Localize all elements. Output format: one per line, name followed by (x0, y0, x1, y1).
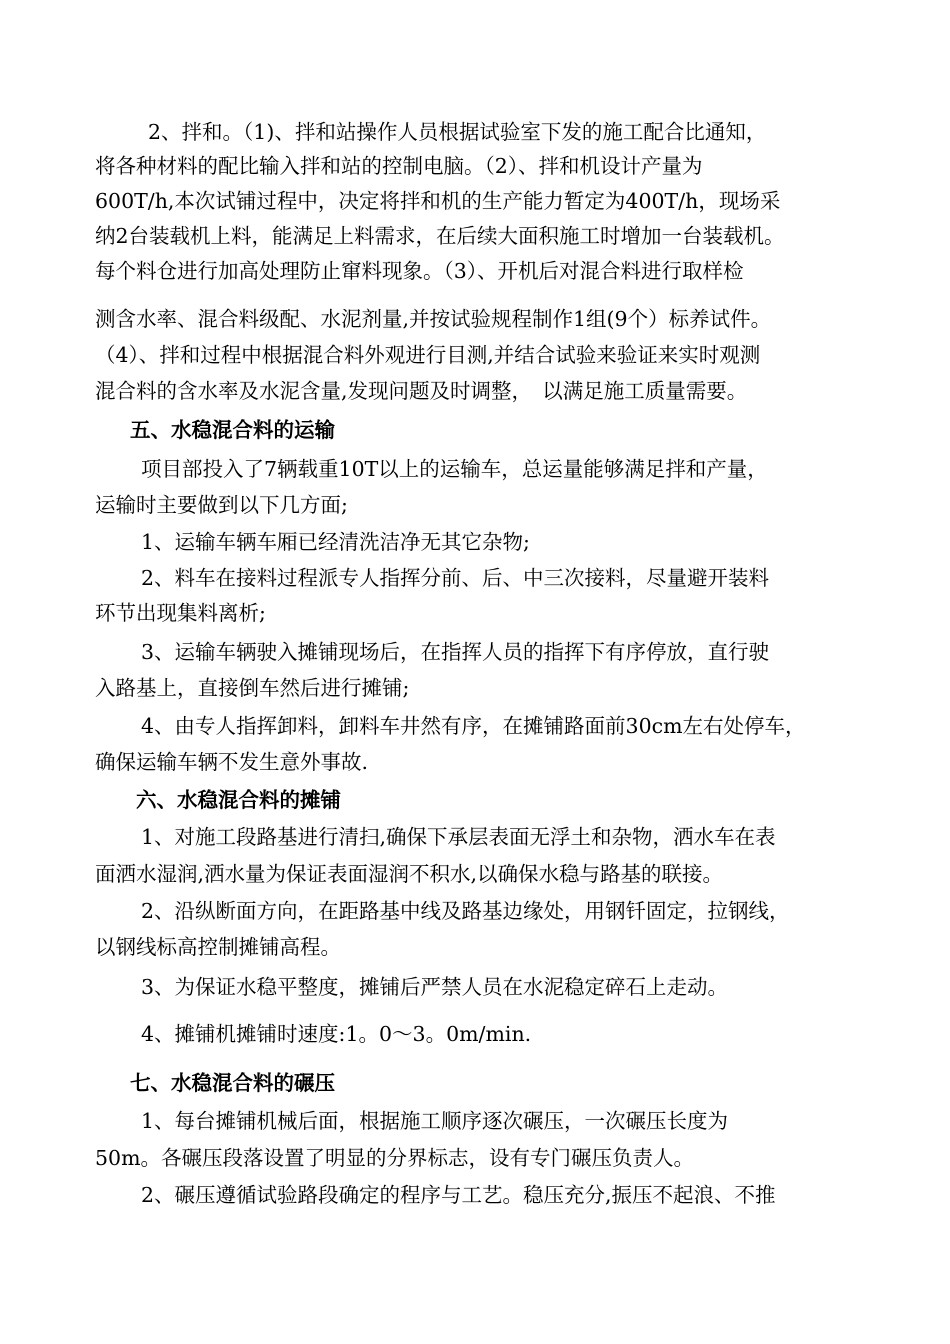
section-heading: 七、水稳混合料的碾压 (130, 1071, 335, 1095)
paragraph-line: 将各种材料的配比输入拌和站的控制电脑。（2）、拌和机设计产量为 (95, 154, 703, 178)
paragraph-line: 4、由专人指挥卸料，卸料车井然有序，在摊铺路面前30cm左右处停车， (141, 714, 806, 738)
paragraph-line: 4、摊铺机摊铺时速度:1。0～3。0m/min. (141, 1022, 532, 1046)
paragraph-line: 50m。各碾压段落设置了明显的分界标志，设有专门碾压负责人。 (95, 1146, 695, 1170)
paragraph-line: 测含水率、混合料级配、水泥剂量,并按试验规程制作1组(9个）标养试件。 (95, 307, 772, 331)
paragraph-line: 面洒水湿润,洒水量为保证表面湿润不积水,以确保水稳与路基的联接。 (95, 862, 724, 886)
paragraph-line: 1、对施工段路基进行清扫,确保下承层表面无浮土和杂物，洒水车在表 (141, 825, 776, 849)
paragraph-line: 2、拌和。（1)、拌和站操作人员根据试验室下发的施工配合比通知， (148, 120, 767, 144)
paragraph-line: 600T/h,本次试铺过程中，决定将拌和机的生产能力暂定为400T/h，现场采 (95, 189, 781, 213)
paragraph-line: 2、料车在接料过程派专人指挥分前、后、中三次接料，尽量避开装料 (141, 566, 770, 590)
paragraph-line: 项目部投入了7辆载重10T以上的运输车，总运量能够满足拌和产量， (141, 457, 768, 481)
paragraph-line: 确保运输车辆不发生意外事故. (95, 750, 369, 774)
paragraph-line: 入路基上，直接倒车然后进行摊铺; (95, 676, 410, 700)
section-heading: 五、水稳混合料的运输 (130, 418, 335, 442)
paragraph-line: 1、运输车辆车厢已经清洗洁净无其它杂物; (141, 530, 530, 554)
paragraph-line: 3、运输车辆驶入摊铺现场后，在指挥人员的指挥下有序停放，直行驶 (141, 640, 770, 664)
paragraph-line: 混合料的含水率及水泥含量,发现问题及时调整， 以满足施工质量需要。 (95, 379, 748, 403)
section-heading: 六、水稳混合料的摊铺 (136, 788, 341, 812)
paragraph-line: 每个料仓进行加高处理防止窜料现象。（3）、开机后对混合料进行取样检 (95, 259, 744, 283)
paragraph-line: 2、沿纵断面方向，在距路基中线及路基边缘处，用钢钎固定，拉钢线， (141, 899, 790, 923)
paragraph-line: 纳2台装载机上料，能满足上料需求，在后续大面积施工时增加一台装载机。 (95, 224, 785, 248)
paragraph-line: 2、碾压遵循试验路段确定的程序与工艺。稳压充分,振压不起浪、不推 (141, 1183, 776, 1207)
paragraph-line: 环节出现集料离析; (95, 601, 266, 625)
paragraph-line: 以钢线标高控制摊铺高程。 (95, 935, 341, 959)
paragraph-line: 1、每台摊铺机械后面，根据施工顺序逐次碾压，一次碾压长度为 (141, 1109, 729, 1133)
paragraph-line: （4）、拌和过程中根据混合料外观进行目测,并结合试验来验证来实时观测 (95, 343, 761, 367)
paragraph-line: 运输时主要做到以下几方面; (95, 493, 348, 517)
paragraph-line: 3、为保证水稳平整度，摊铺后严禁人员在水泥稳定碎石上走动。 (141, 975, 729, 999)
